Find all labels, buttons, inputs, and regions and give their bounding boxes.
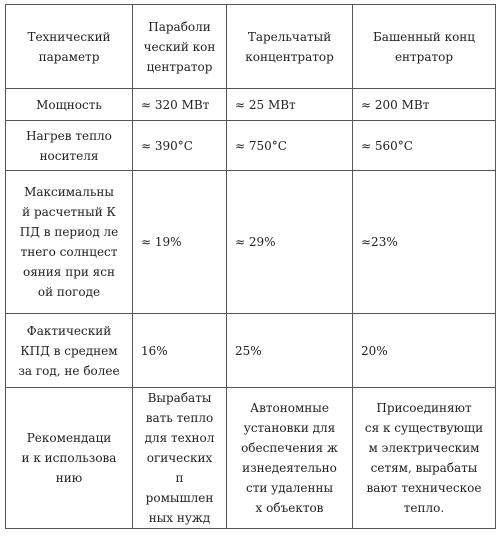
concentrators-comparison-table	[5, 4, 496, 529]
cell-recommendations-dish: Автономные установки для обеспечения ж изнедеятельно сти удаленны х объектов	[227, 388, 353, 529]
cell-max-efficiency-dish: ≈ 29%	[227, 171, 353, 314]
cell-power-tower: ≈ 200 МВт	[353, 89, 496, 121]
cell-power-parabolic: ≈ 320 МВт	[133, 89, 227, 121]
row-label-power: Мощность	[6, 89, 133, 121]
table-row-max-efficiency	[6, 171, 496, 314]
cell-actual-efficiency-tower: 20%	[353, 314, 496, 388]
cell-max-efficiency-tower: ≈23%	[353, 171, 496, 314]
cell-recommendations-parabolic: Вырабаты вать тепло для технол огических п ромышлен ных нужд	[133, 388, 227, 529]
cell-max-efficiency-parabolic: ≈ 19%	[133, 171, 227, 314]
table-row-power	[6, 89, 496, 121]
cell-actual-efficiency-parabolic: 16%	[133, 314, 227, 388]
header-parameter: Технический параметр	[6, 5, 133, 89]
header-tower: Башенный конц ентратор	[353, 5, 496, 89]
cell-power-dish: ≈ 25 МВт	[227, 89, 353, 121]
cell-heating-parabolic: ≈ 390°С	[133, 121, 227, 171]
row-label-max-efficiency: Максимальны й расчетный К ПД в период ле тнего солнцест ояния при ясн ой погоде	[6, 171, 133, 314]
table-row-actual-efficiency	[6, 314, 496, 388]
header-dish: Тарельчатый концентратор	[227, 5, 353, 89]
cell-heating-tower: ≈ 560°С	[353, 121, 496, 171]
row-label-recommendations: Рекомендаци и к использова нию	[6, 388, 133, 529]
cell-recommendations-tower: Присоединяют ся к существующи м электрическим сетям, вырабаты вают техническое тепло.	[353, 388, 496, 529]
cell-actual-efficiency-dish: 25%	[227, 314, 353, 388]
cell-heating-dish: ≈ 750°С	[227, 121, 353, 171]
header-parabolic: Параболи ческий кон центратор	[133, 5, 227, 89]
row-label-actual-efficiency: Фактический КПД в среднем за год, не более	[6, 314, 133, 388]
table-row-heating	[6, 121, 496, 171]
header-row	[6, 5, 496, 89]
row-label-heating: Нагрев тепло носителя	[6, 121, 133, 171]
table-row-recommendations	[6, 388, 496, 529]
